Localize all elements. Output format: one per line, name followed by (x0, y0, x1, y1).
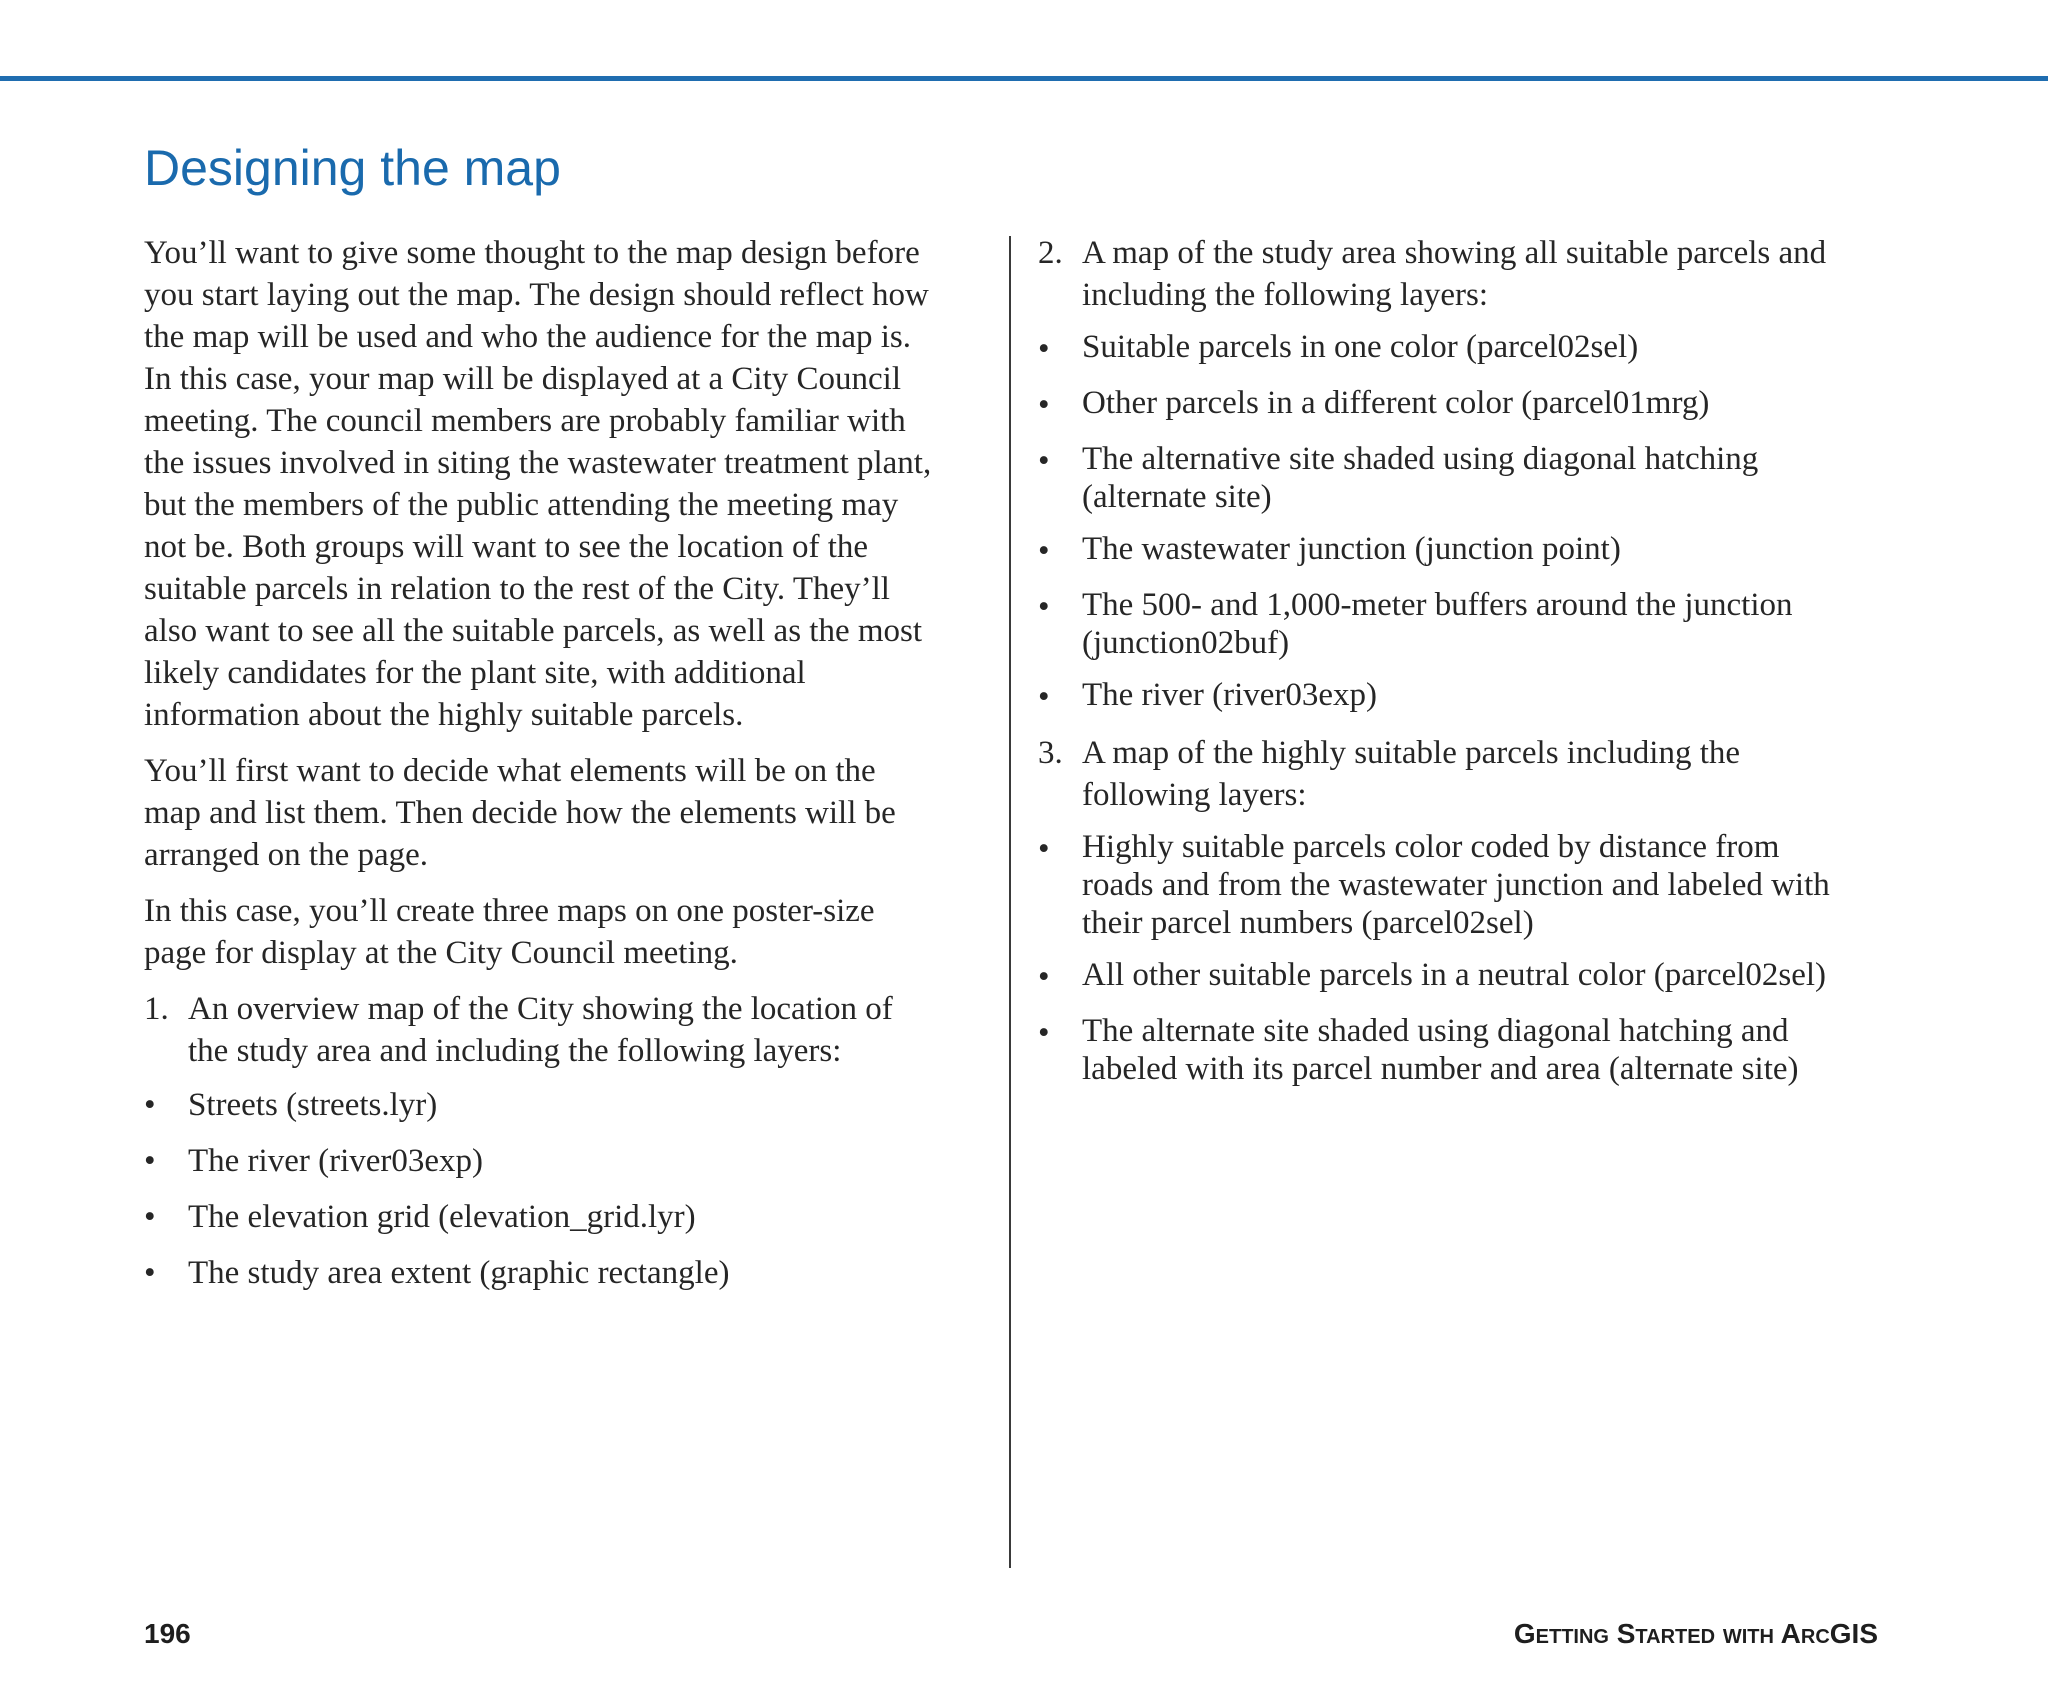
text-line: Streets (streets.lyr) (188, 1087, 438, 1123)
text-line: Suitable parcels in one color (parcel02sel) (1082, 329, 1639, 365)
bullet-icon: • (144, 1143, 156, 1179)
item-number: 1. (144, 991, 169, 1027)
bullet-icon: • (144, 1087, 156, 1123)
text-line: You’ll want to give some thought to the map design before (144, 235, 920, 271)
bullet-text (1082, 328, 1638, 370)
item-text (1082, 232, 1826, 316)
text-line: meeting. The council members are probably familiar with (144, 403, 906, 439)
bullet-text (188, 1084, 437, 1126)
text-line: the issues involved in siting the wastewater treatment plant, (144, 445, 932, 481)
bullet-text (1082, 828, 1830, 942)
text-line: labeled with its parcel number and area (alternate site) (1082, 1051, 1799, 1087)
bullet-item (1038, 828, 1908, 942)
text-line: likely candidates for the plant site, with additional (144, 655, 806, 691)
text-line: The study area extent (graphic rectangle) (188, 1255, 730, 1291)
bullet-item (1038, 328, 1908, 370)
text-line: the study area and including the following layers: (188, 1033, 842, 1069)
bullet-item (1038, 956, 1908, 998)
text-line: roads and from the wastewater junction and labeled with (1082, 867, 1830, 903)
bullet-item (1038, 530, 1908, 572)
bullet-item (1038, 440, 1908, 516)
page-title: Designing the map (144, 140, 561, 196)
text-line: arranged on the page. (144, 837, 429, 873)
bullet-icon: • (1038, 1015, 1050, 1051)
item-number: 3. (1038, 735, 1063, 771)
text-line: you start laying out the map. The design should reflect how (144, 277, 929, 313)
bullet-icon: • (1038, 959, 1050, 995)
header-rule (0, 76, 2048, 81)
text-line: following layers: (1082, 777, 1307, 813)
paragraph-3 (144, 890, 994, 974)
bullet-text (1082, 530, 1621, 572)
text-line: page for display at the City Council meeting. (144, 935, 738, 971)
bullet-icon: • (1038, 679, 1050, 715)
text-line: suitable parcels in relation to the rest of the City. They’ll (144, 571, 890, 607)
bullet-icon: • (1038, 331, 1050, 367)
text-line: An overview map of the City showing the location of (188, 991, 893, 1027)
bullet-item (144, 1252, 994, 1294)
text-line: The river (river03exp) (188, 1143, 484, 1179)
text-line: You’ll first want to decide what elements will be on the (144, 753, 876, 789)
bullet-text (1082, 440, 1758, 516)
text-line: also want to see all the suitable parcels, as well as the most (144, 613, 923, 649)
bullet-icon: • (1038, 443, 1050, 479)
paragraph-1 (144, 232, 994, 736)
item-text (1082, 732, 1740, 816)
text-line: The alternate site shaded using diagonal hatching and (1082, 1013, 1789, 1049)
bullet-item (144, 1084, 994, 1126)
bullet-icon: • (1038, 589, 1050, 625)
bullet-text (1082, 676, 1377, 718)
text-line: Other parcels in a different color (parcel01mrg) (1082, 385, 1710, 421)
bullet-text (188, 1140, 483, 1182)
text-line: In this case, your map will be displayed at a City Council (144, 361, 902, 397)
bullet-icon: • (144, 1255, 156, 1291)
paragraph-2 (144, 750, 994, 876)
left-column (144, 232, 994, 1308)
text-line: The river (river03exp) (1082, 677, 1378, 713)
right-column (1038, 232, 1908, 1102)
text-line: not be. Both groups will want to see the location of the (144, 529, 869, 565)
text-line: including the following layers: (1082, 277, 1489, 313)
text-line: In this case, you’ll create three maps on one poster-size (144, 893, 875, 929)
text-line: (alternate site) (1082, 479, 1272, 515)
bullet-item (1038, 1012, 1908, 1088)
numbered-item-1 (144, 988, 994, 1072)
bullet-item (1038, 586, 1908, 662)
text-line: map and list them. Then decide how the elements will be (144, 795, 896, 831)
bullet-icon: • (1038, 831, 1050, 867)
numbered-item-2 (1038, 232, 1908, 316)
bullet-item (1038, 384, 1908, 426)
column-divider (1009, 236, 1011, 1568)
text-line: All other suitable parcels in a neutral color (parcel02sel) (1082, 957, 1827, 993)
text-line: The elevation grid (elevation_grid.lyr) (188, 1199, 696, 1235)
item-text (188, 988, 893, 1072)
bullet-list (1038, 828, 1908, 1088)
numbered-item-3 (1038, 732, 1908, 816)
text-line: A map of the study area showing all suitable parcels and (1082, 235, 1827, 271)
bullet-icon: • (1038, 387, 1050, 423)
bullet-icon: • (144, 1199, 156, 1235)
item-number: 2. (1038, 235, 1063, 271)
bullet-text (1082, 956, 1826, 998)
book-title: Getting Started with ArcGIS (1513, 1618, 1878, 1649)
page-number: 196 (144, 1618, 191, 1649)
text-line: The alternative site shaded using diagonal hatching (1082, 441, 1759, 477)
bullet-icon: • (1038, 533, 1050, 569)
text-line: The wastewater junction (junction point) (1082, 531, 1621, 567)
text-line: Highly suitable parcels color coded by distance from (1082, 829, 1780, 865)
bullet-text (1082, 586, 1793, 662)
bullet-item (144, 1140, 994, 1182)
text-line: their parcel numbers (parcel02sel) (1082, 905, 1534, 941)
bullet-text (1082, 1012, 1799, 1088)
bullet-list (144, 1084, 994, 1294)
text-line: the map will be used and who the audience for the map is. (144, 319, 912, 355)
bullet-item (1038, 676, 1908, 718)
text-line: but the members of the public attending the meeting may (144, 487, 899, 523)
bullet-text (188, 1252, 729, 1294)
text-line: A map of the highly suitable parcels including the (1082, 735, 1741, 771)
text-line: information about the highly suitable parcels. (144, 697, 744, 733)
bullet-item (144, 1196, 994, 1238)
bullet-list (1038, 328, 1908, 718)
text-line: The 500- and 1,000-meter buffers around the junction (1082, 587, 1793, 623)
bullet-text (1082, 384, 1709, 426)
bullet-text (188, 1196, 696, 1238)
text-line: (junction02buf) (1082, 625, 1290, 661)
